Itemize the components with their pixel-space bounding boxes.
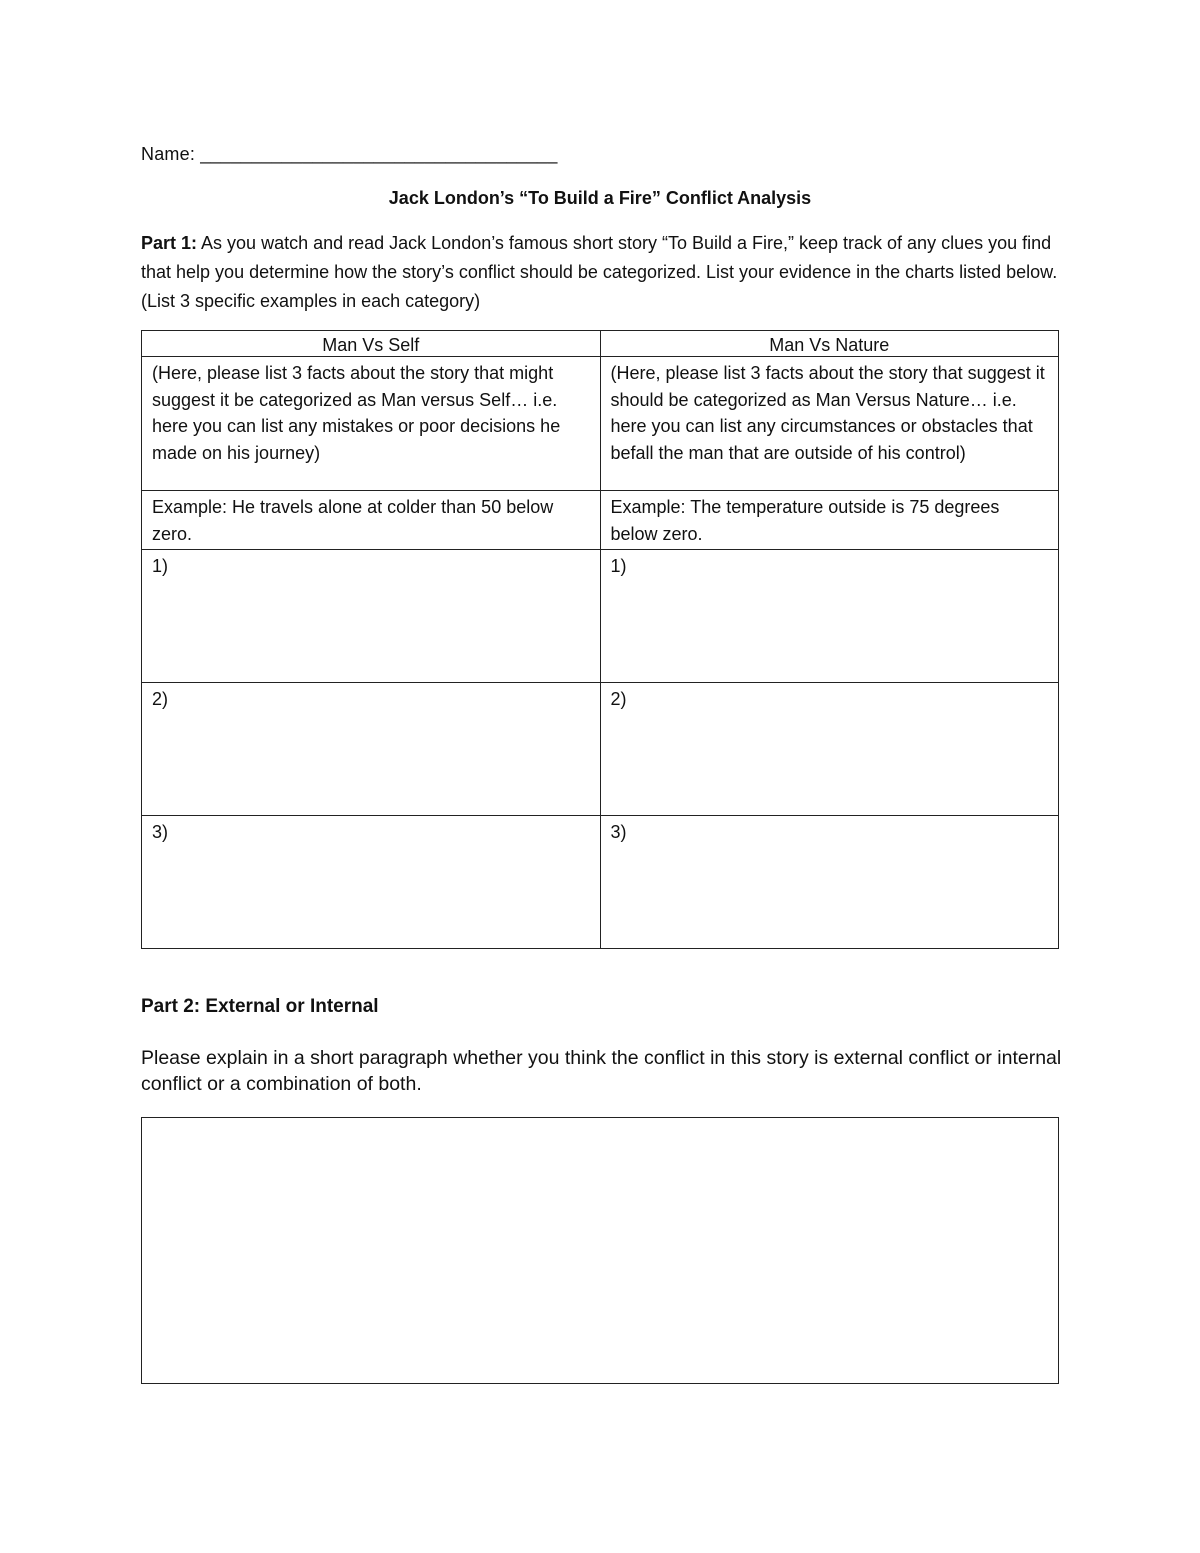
paragraph-answer-box[interactable] bbox=[141, 1117, 1059, 1384]
man-vs-nature-entry-3[interactable]: 3) bbox=[600, 816, 1059, 949]
part1-instructions bbox=[141, 229, 1066, 316]
part2-heading: Part 2: External or Internal bbox=[141, 996, 379, 1017]
chart-header-row bbox=[142, 331, 1059, 357]
chart-description-row bbox=[142, 357, 1059, 491]
worksheet-title: Jack London’s “To Build a Fire” Conflict Analysis bbox=[388, 188, 812, 208]
man-vs-nature-entry-2[interactable]: 2) bbox=[600, 683, 1059, 816]
man-vs-nature-example: Example: The temperature outside is 75 degrees below zero. bbox=[600, 491, 1059, 550]
part1-text: As you watch and read Jack London’s famous short story “To Build a Fire,” keep track of any clues you find that help you determine how the story’s conflict should be categorized. List your evidence in the charts listed below. (List 3 specific examples in each category) bbox=[141, 233, 1058, 311]
man-vs-self-entry-2[interactable]: 2) bbox=[142, 683, 601, 816]
man-vs-self-description: (Here, please list 3 facts about the story that might suggest it be categorized as Man versus Self… i.e. here you can list any mistakes or poor decisions he made on his journey) bbox=[142, 357, 601, 491]
column-header-man-vs-self: Man Vs Self bbox=[142, 331, 601, 357]
man-vs-self-example: Example: He travels alone at colder than 50 below zero. bbox=[142, 491, 601, 550]
man-vs-nature-entry-1[interactable]: 1) bbox=[600, 550, 1059, 683]
conflict-chart bbox=[141, 330, 1059, 949]
column-header-man-vs-nature: Man Vs Nature bbox=[600, 331, 1059, 357]
part2-prompt: Please explain in a short paragraph whether you think the conflict in this story is external conflict or internal conflict or a combination of both. bbox=[141, 1047, 1062, 1095]
chart-entry-row bbox=[142, 550, 1059, 683]
man-vs-self-entry-3[interactable]: 3) bbox=[142, 816, 601, 949]
chart-entry-row bbox=[142, 683, 1059, 816]
man-vs-nature-description: (Here, please list 3 facts about the story that suggest it should be categorized as Man Versus Nature… i.e. here you can list any circumstances or obstacles that befall the man that are outside of his control) bbox=[600, 357, 1059, 491]
chart-example-row bbox=[142, 491, 1059, 550]
man-vs-self-entry-1[interactable]: 1) bbox=[142, 550, 601, 683]
part1-label: Part 1: bbox=[141, 233, 198, 253]
chart-entry-row bbox=[142, 816, 1059, 949]
name-field-line[interactable]: Name: ___________________________________ bbox=[141, 144, 558, 164]
